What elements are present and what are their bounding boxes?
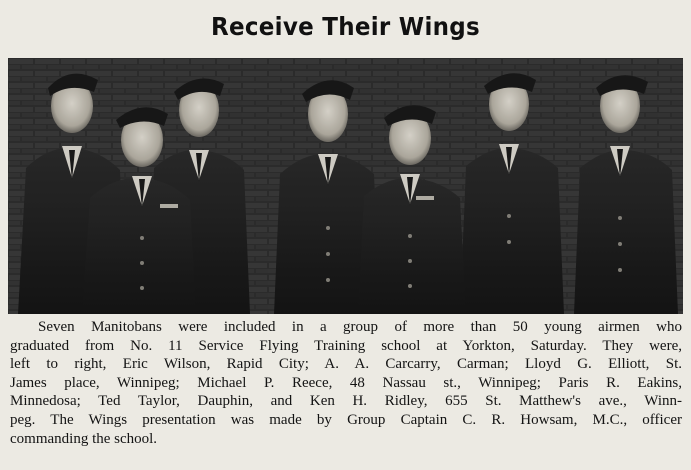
- caption-line: peg. The Wings presentation was made by Group Captain C. R. Howsam, M.C., officer: [10, 411, 682, 428]
- caption-line: graduated from No. 11 Service Flying Training school at Yorkton, Saturday. They were,: [10, 337, 682, 354]
- headline: Receive Their Wings: [211, 12, 480, 41]
- caption-line: Seven Manitobans were included in a group of more than 50 young airmen who: [38, 319, 682, 335]
- caption-line: James place, Winnipeg; Michael P. Reece, 48 Nassau st., Winnipeg; Paris R. Eakins,: [10, 374, 682, 391]
- caption-line: left to right, Eric Wilson, Rapid City; A. A. Carcarry, Carman; Lloyd G. Elliott, St.: [10, 356, 682, 373]
- group-photo: [8, 58, 683, 314]
- photo-caption: [10, 318, 682, 448]
- group-photo-illustration: [8, 58, 683, 314]
- caption-line: commanding the school.: [10, 430, 158, 447]
- caption-line: Minnedosa; Ted Taylor, Dauphin, and Ken H. Ridley, 655 St. Matthew's ave., Winn-: [10, 393, 682, 410]
